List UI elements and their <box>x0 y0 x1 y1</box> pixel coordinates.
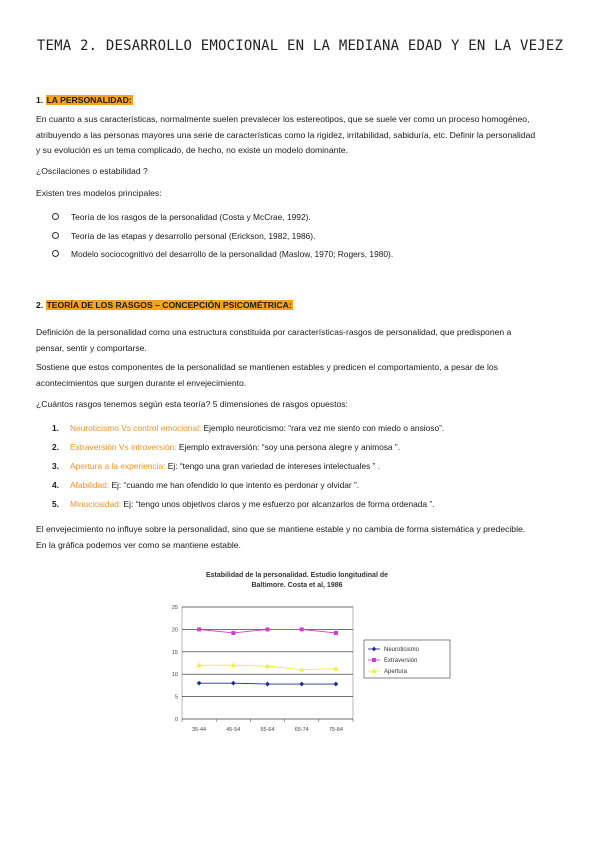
section-heading-rasgos <box>36 300 293 310</box>
legend-label: Apertura <box>384 669 408 675</box>
chart-series <box>197 627 339 686</box>
paragraph-conclusion <box>36 522 566 553</box>
y-tick-label: 0 <box>174 717 178 723</box>
data-point <box>197 627 201 631</box>
section-number: 2. <box>36 300 44 310</box>
legend-label: Extraversión <box>384 658 418 664</box>
text-line: En la gráfica podemos ver como se mantiene estable. <box>36 539 241 550</box>
x-tick-label: 65-74 <box>294 727 309 733</box>
text-line: acontecimientos que surgen durante el envejecimiento. <box>36 377 247 388</box>
data-point <box>265 682 270 687</box>
data-point <box>266 627 270 631</box>
list-item: Teoría de los rasgos de la personalidad (Costa y McCrae, 1992). <box>52 211 311 223</box>
list-item: 4. Afabilidad: Ej: “cuando me han ofendido lo que intento es perdonar y olvidar ”. <box>52 480 360 490</box>
section-number: 1. <box>36 95 44 105</box>
question-rasgos: ¿Cuántos rasgos tenemos según esta teoría? 5 dimensiones de rasgos opuestos: <box>36 399 348 409</box>
x-tick-label: 45-54 <box>226 727 241 733</box>
data-point <box>197 681 202 686</box>
y-tick-label: 10 <box>171 672 178 679</box>
chart-legend <box>364 640 450 678</box>
data-point <box>231 631 235 635</box>
data-point <box>334 682 339 687</box>
paragraph-definicion <box>36 325 566 356</box>
text-line: En cuanto a sus características, normalmente suelen prevalecer los estereotipos, que se suele ver como un proceso homogéneo, <box>36 114 530 124</box>
chart-title-line2: Baltimore. Costa et al, 1986 <box>251 582 343 589</box>
list-item: Modelo sociocognitivo del desarrollo de la personalidad (Maslow, 1970; Rogers, 1980). <box>52 248 393 260</box>
chart-title-line1: Estabilidad de la personalidad. Estudio longitudinal de <box>205 572 389 579</box>
bullet-circle-icon <box>52 250 59 257</box>
legend-label: Neuroticismo <box>384 647 420 653</box>
series-extraversión <box>197 627 338 635</box>
personality-stability-chart <box>0 560 600 760</box>
chart-gridlines <box>182 607 353 719</box>
paragraph-intro <box>36 112 566 159</box>
question-oscilaciones: ¿Oscilaciones o estabilidad ? <box>36 166 148 176</box>
plot-area <box>182 607 353 719</box>
models-intro: Existen tres modelos principales: <box>36 188 162 198</box>
x-tick-label: 75-84 <box>328 727 343 733</box>
data-point <box>372 658 376 662</box>
y-tick-label: 15 <box>171 649 178 656</box>
data-point <box>300 627 304 631</box>
text-line: Sostiene que estos componentes de la personalidad se mantienen estables y predicen el comportamiento, a pesar de los <box>36 362 498 372</box>
chart-x-axis <box>182 719 353 733</box>
text-line: atribuyendo a las personas mayores una serie de características como la rigidez, irritabilidad, sabiduría, etc. Definir la personalidad <box>36 129 536 140</box>
x-tick-label: 35-44 <box>192 727 207 733</box>
text-line: y su evolución es un tema complicado, de hecho, no existe un modelo dominante. <box>36 145 348 155</box>
bullet-circle-icon <box>52 232 59 239</box>
x-tick-label: 55-64 <box>260 727 275 733</box>
data-point <box>231 681 236 686</box>
paragraph-sostiene <box>36 360 566 391</box>
bullet-circle-icon <box>52 213 59 220</box>
series-apertura <box>197 663 339 672</box>
chart-y-axis <box>172 605 178 723</box>
list-item: 5. Minuciosidad: Ej: “tengo unos objetivos claros y me esfuerzo por alcanzarlos de forma ordenada ”. <box>52 499 435 509</box>
text-line: El envejecimiento no influye sobre la personalidad, sino que se mantiene estable y no cambia de forma sistemática y predecible. <box>36 524 526 534</box>
y-tick-label: 25 <box>171 605 178 611</box>
section-heading-text: TEORÍA DE LOS RASGOS – CONCEPCIÓN PSICOMÉTRICA: <box>46 300 292 310</box>
list-item: 2. Extraversión Vs introversión: Ejemplo extraversión: “soy una persona alegre y animosa ”. <box>52 442 401 452</box>
series-neuroticismo <box>197 681 339 687</box>
list-item: Teoría de las etapas y desarrollo personal (Erickson, 1982, 1986). <box>52 230 315 242</box>
text-line: Definición de la personalidad como una estructura constituida por características-rasgos de personalidad, que predisponen a <box>36 327 512 337</box>
list-item: 3. Apertura a la experiencia: Ej: “tengo una gran variedad de intereses intelectuales ” . <box>52 461 381 471</box>
data-point <box>299 682 304 687</box>
y-tick-label: 5 <box>174 694 178 701</box>
document-title: TEMA 2. DESARROLLO EMOCIONAL EN LA MEDIANA EDAD Y EN LA VEJEZ <box>36 38 564 54</box>
text-line: pensar, sentir y comportarse. <box>36 342 147 353</box>
y-tick-label: 20 <box>171 627 178 634</box>
data-point <box>334 631 338 635</box>
section-heading-personalidad <box>36 95 133 105</box>
section-heading-text: LA PERSONALIDAD: <box>46 95 132 105</box>
list-item: 1. Neuroticismo Vs control emocional: Ejemplo neuroticismo: “rara vez me siento con miedo o ansioso”. <box>52 423 445 433</box>
